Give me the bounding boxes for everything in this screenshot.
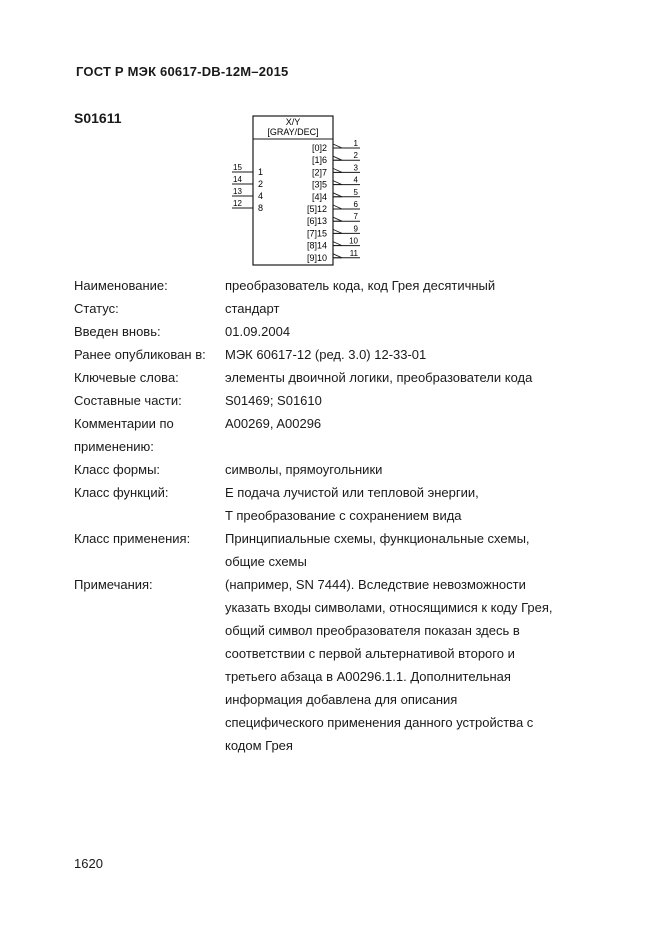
output-terminal-number: 11 [349, 248, 358, 258]
property-label: Примечания: [74, 577, 153, 592]
output-label: [6]13 [306, 216, 327, 227]
property-value [225, 527, 594, 573]
page-number: 1620 [74, 856, 103, 871]
input-terminal-number: 12 [233, 199, 242, 208]
negation-indicator [333, 193, 342, 197]
input-weight-label: 4 [258, 191, 264, 201]
property-value-line: кодом Грея [225, 738, 293, 753]
property-value [225, 389, 594, 412]
output-terminal-number: 6 [353, 200, 358, 209]
property-value [225, 297, 594, 320]
property-value-line: общие схемы [225, 554, 307, 569]
property-row [74, 297, 594, 320]
property-label: Класс применения: [74, 531, 191, 546]
output-terminal-number: 7 [353, 212, 358, 222]
output-terminal-number: 4 [353, 175, 358, 185]
property-value [225, 366, 594, 389]
property-row [74, 389, 594, 412]
property-value-line: элементы двоичной логики, преобразователи кода [225, 370, 533, 385]
output-terminal-number: 9 [353, 224, 358, 234]
property-label: Класс формы: [74, 462, 161, 477]
document-header: ГОСТ Р МЭК 60617-DB-12M–2015 [76, 64, 289, 79]
property-value-line: (например, SN 7444). Вследствие невозможности [225, 577, 526, 592]
input-weight-label: 2 [258, 179, 264, 189]
property-row [74, 412, 594, 458]
property-label: Составные части: [74, 393, 182, 408]
property-row [74, 458, 594, 481]
input-terminal-number: 13 [233, 187, 242, 196]
property-value-line: S01469; S01610 [225, 393, 322, 408]
property-row [74, 274, 594, 297]
property-value [225, 481, 594, 527]
output-terminal-number: 1 [353, 139, 358, 148]
output-label: [8]14 [306, 240, 327, 251]
input-weight-label: 1 [258, 167, 264, 177]
property-value-line: стандарт [225, 301, 280, 316]
property-value-line: Принципиальные схемы, функциональные схемы, [225, 531, 530, 546]
property-value-line: третьего абзаца в A00296.1.1. Дополнительная [225, 669, 511, 684]
property-value-line: 01.09.2004 [225, 324, 291, 339]
negation-indicator [333, 217, 342, 221]
property-label: Наименование: [74, 278, 168, 293]
property-value [225, 412, 594, 458]
property-value [225, 274, 594, 297]
property-row [74, 320, 594, 343]
symbol-title-line1: X/Y [285, 117, 301, 127]
property-value-line: МЭК 60617-12 (ред. 3.0) 12-33-01 [225, 347, 427, 362]
symbol-title-line2: [GRAY/DEC] [267, 127, 319, 137]
input-weight-label: 8 [258, 203, 264, 213]
property-value-line: преобразователь кода, код Грея десятичный [225, 278, 496, 293]
property-label: Статус: [74, 301, 119, 316]
output-terminal-number: 10 [349, 236, 358, 246]
property-label: Класс функций: [74, 485, 169, 500]
output-label: [5]12 [306, 204, 327, 214]
negation-indicator [333, 144, 342, 148]
output-label: [9]10 [306, 252, 327, 263]
property-label: Ключевые слова: [74, 370, 179, 385]
output-label: [0]2 [311, 143, 327, 153]
property-row [74, 481, 594, 527]
property-value [225, 573, 594, 757]
property-row [74, 343, 594, 366]
property-value-line: указать входы символами, относящимися к коду Грея, [225, 600, 553, 615]
property-value-line: символы, прямоугольники [225, 462, 383, 477]
input-terminal-number: 14 [233, 175, 242, 184]
negation-indicator [333, 242, 342, 246]
negation-indicator [333, 205, 342, 209]
property-row [74, 527, 594, 573]
property-value-line: специфического применения данного устройства с [225, 715, 534, 730]
negation-indicator [333, 156, 342, 160]
output-label: [2]7 [311, 167, 327, 178]
properties-list [74, 274, 594, 757]
property-value [225, 458, 594, 481]
property-label: Комментарии по применению: [74, 416, 174, 454]
output-terminal-number: 5 [353, 187, 358, 197]
output-label: [4]4 [311, 191, 327, 202]
property-row [74, 573, 594, 757]
negation-indicator [333, 229, 342, 233]
gray-code-converter-symbol [228, 112, 368, 272]
output-label: [1]6 [311, 155, 327, 166]
property-label: Введен вновь: [74, 324, 161, 339]
input-terminal-number: 15 [233, 163, 242, 172]
output-terminal-number: 2 [353, 151, 358, 161]
negation-indicator [333, 168, 342, 172]
property-value-line: соответствии с первой альтернативой второго и [225, 646, 515, 661]
property-row [74, 366, 594, 389]
property-value-line: E подача лучистой или тепловой энергии, [225, 485, 479, 500]
property-value [225, 320, 594, 343]
property-value-line: A00269, A00296 [225, 416, 322, 431]
property-value-line: общий символ преобразователя показан здесь в [225, 623, 520, 638]
output-label: [3]5 [311, 179, 327, 190]
output-terminal-number: 3 [353, 163, 358, 173]
property-value [225, 343, 594, 366]
negation-indicator [333, 181, 342, 185]
property-value-line: T преобразование с сохранением вида [225, 508, 462, 523]
symbol-code: S01611 [74, 110, 122, 126]
negation-indicator [333, 254, 342, 258]
property-value-line: информация добавлена для описания [225, 692, 458, 707]
output-label: [7]15 [306, 228, 327, 239]
property-label: Ранее опубликован в: [74, 347, 206, 362]
